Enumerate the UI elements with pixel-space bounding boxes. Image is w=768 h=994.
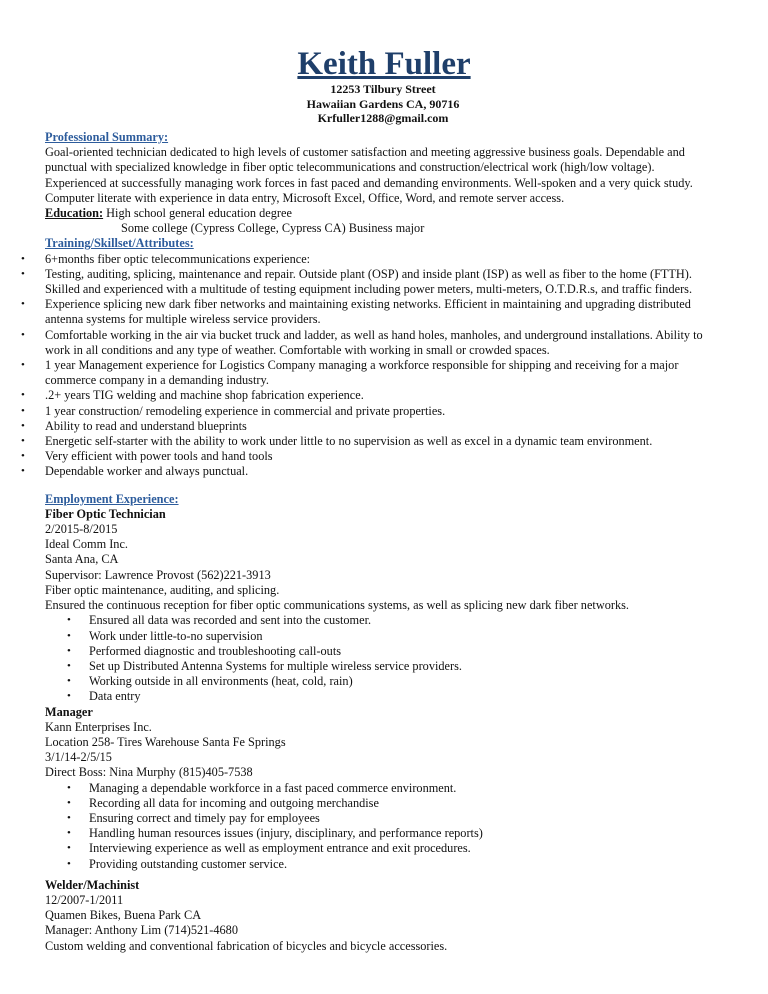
skill-item — [21, 388, 725, 403]
job-duties — [45, 781, 725, 872]
candidate-name: Keith Fuller — [297, 46, 471, 82]
skill-line: Ability to read and understand blueprints — [45, 418, 247, 433]
duty-text: Data entry — [89, 689, 141, 704]
bullet-icon: • — [67, 811, 71, 824]
job-detail: Santa Ana, CA — [45, 552, 119, 567]
email-address: Krfuller1288@gmail.com — [317, 111, 449, 125]
duty-text: Ensured all data was recorded and sent into the customer. — [89, 613, 372, 628]
skill-line: Very efficient with power tools and hand tools — [45, 449, 273, 464]
duty-text: Interviewing experience as well as employment entrance and exit procedures. — [89, 841, 471, 856]
skill-line: antenna systems for multiple wireless service providers. — [45, 312, 321, 327]
skills-list — [21, 251, 725, 480]
bullet-icon: • — [21, 267, 25, 280]
skill-item — [21, 251, 725, 267]
skill-line: Dependable worker and always punctual. — [45, 464, 249, 479]
summary-line: punctual with specialized knowledge in fiber optic telecommunications and construction/electrical work (high/low voltage). — [45, 160, 655, 175]
duty-text: Recording all data for incoming and outgoing merchandise — [89, 795, 379, 810]
employment-heading: Employment Experience: — [45, 491, 179, 506]
skill-item — [21, 297, 725, 327]
job-detail: Ideal Comm Inc. — [45, 537, 128, 552]
duty-text: Set up Distributed Antenna Systems for multiple wireless service providers. — [89, 658, 462, 673]
skill-line: work in all conditions and any type of weather. Comfortable with working in small or crowded spaces. — [45, 342, 550, 357]
bullet-icon: • — [67, 644, 71, 657]
skill-line: 1 year Management experience for Logistics Company managing a workforce responsible for shipping and receiving for a major — [45, 358, 679, 373]
job-title: Welder/Machinist — [45, 877, 140, 892]
duty-item — [67, 658, 725, 674]
duty-item — [67, 826, 725, 841]
bullet-icon: • — [21, 450, 25, 463]
bullet-icon: • — [67, 857, 71, 870]
street-address: 12253 Tilbury Street — [330, 82, 436, 96]
job-title: Fiber Optic Technician — [45, 506, 166, 521]
job-detail: Supervisor: Lawrence Provost (562)221-3913 — [45, 567, 271, 582]
skill-line: .2+ years TIG welding and machine shop fabrication experience. — [45, 388, 364, 403]
job-detail: Fiber optic maintenance, auditing, and splicing. — [45, 582, 280, 597]
duty-text: Performed diagnostic and troubleshooting call-outs — [89, 643, 342, 658]
bullet-icon: • — [67, 781, 71, 794]
job-detail: Ensured the continuous reception for fiber optic communications systems, as well as splicing new dark fiber networks. — [45, 598, 629, 613]
skill-item — [21, 403, 725, 419]
skill-item — [21, 327, 725, 358]
duty-text: Handling human resources issues (injury, disciplinary, and performance reports) — [89, 826, 483, 841]
job-detail: 3/1/14-2/5/15 — [45, 750, 112, 765]
skill-line: Skilled and experienced with a multitude of testing equipment including power meters, multi-meters, O.T.D.R.s, and traffic finders. — [45, 282, 693, 297]
skill-item — [21, 449, 725, 464]
skill-item — [21, 358, 725, 388]
duty-item — [67, 810, 725, 826]
education-label: Education: — [45, 206, 104, 221]
bullet-icon: • — [21, 328, 25, 341]
summary-heading: Professional Summary: — [45, 130, 169, 144]
bullet-icon: • — [21, 389, 25, 402]
summary-line: Goal-oriented technician dedicated to high levels of customer satisfaction and meeting aggressive business goals. Dependable and — [45, 145, 685, 160]
skill-line: Experience splicing new dark fiber networks and maintaining existing networks. Efficient in maintaining and upgrading distributed — [45, 297, 691, 312]
skill-item — [21, 418, 725, 434]
summary-text — [45, 145, 725, 206]
bullet-icon: • — [21, 359, 25, 372]
bullet-icon: • — [67, 827, 71, 840]
duty-item — [67, 841, 725, 856]
bullet-icon: • — [67, 659, 71, 672]
resume-body — [21, 130, 725, 954]
job-manager — [45, 705, 725, 872]
job-detail: Direct Boss: Nina Murphy (815)405-7538 — [45, 765, 253, 780]
education-degree: High school general education degree — [103, 206, 292, 221]
duty-text: Working outside in all environments (heat, cold, rain) — [89, 674, 353, 689]
bullet-icon: • — [21, 435, 25, 448]
resume-header — [0, 46, 768, 126]
education-row — [45, 206, 725, 221]
bullet-icon: • — [21, 252, 25, 265]
bullet-icon: • — [67, 796, 71, 809]
bullet-icon: • — [67, 842, 71, 855]
duty-item — [67, 780, 725, 796]
job-detail: Quamen Bikes, Buena Park CA — [45, 908, 202, 923]
bullet-icon: • — [67, 629, 71, 642]
duty-text: Ensuring correct and timely pay for employees — [89, 810, 320, 825]
duty-text: Work under little-to-no supervision — [89, 628, 263, 643]
job-duties — [45, 613, 725, 704]
duty-item — [67, 856, 725, 872]
skill-item — [21, 266, 725, 297]
job-title: Manager — [45, 704, 93, 719]
job-detail: 2/2015-8/2015 — [45, 522, 118, 537]
skill-item — [21, 434, 725, 449]
duty-item — [67, 643, 725, 659]
duty-item — [67, 674, 725, 689]
duty-text: Providing outstanding customer service. — [89, 856, 288, 871]
bullet-icon: • — [21, 465, 25, 478]
bullet-icon: • — [21, 419, 25, 432]
bullet-icon: • — [67, 614, 71, 627]
job-fiber-optic — [45, 507, 725, 705]
bullet-icon: • — [67, 690, 71, 703]
job-detail: Manager: Anthony Lim (714)521-4680 — [45, 923, 238, 938]
duty-item — [67, 613, 725, 628]
summary-line: Experienced at successfully managing work forces in fast paced and demanding environments. Well-spoken and a very quick study. — [45, 175, 693, 190]
summary-line: Computer literate with experience in data entry, Microsoft Excel, Office, Word, and remote server access. — [45, 190, 565, 205]
bullet-icon: • — [67, 675, 71, 688]
skill-line: commerce company in a demanding industry. — [45, 373, 269, 388]
job-detail: 12/2007-1/2011 — [45, 892, 124, 907]
bullet-icon: • — [21, 298, 25, 311]
job-welder — [45, 878, 725, 954]
education-college: Some college (Cypress College, Cypress CA) Business major — [121, 221, 425, 236]
city-address: Hawaiian Gardens CA, 90716 — [306, 96, 460, 111]
skill-line: 6+months fiber optic telecommunications experience: — [45, 251, 311, 266]
job-detail: Custom welding and conventional fabrication of bicycles and bicycle accessories. — [45, 938, 448, 953]
duty-item — [67, 689, 725, 704]
skill-item — [21, 464, 725, 479]
skill-line: Comfortable working in the air via bucket truck and ladder, as well as hand holes, manholes, and underground installations. Ability to — [45, 327, 703, 342]
skill-line: Energetic self-starter with the ability to work under little to no supervision as well as excel in a dynamic team environment. — [45, 434, 653, 449]
job-detail: Kann Enterprises Inc. — [45, 719, 152, 734]
skills-heading: Training/Skillset/Attributes: — [45, 236, 194, 251]
skill-line: Testing, auditing, splicing, maintenance and repair. Outside plant (OSP) and inside plant (ISP) as well as fiber to the home (FTTH). — [45, 266, 692, 281]
duty-item — [67, 795, 725, 811]
skill-line: 1 year construction/ remodeling experience in commercial and private properties. — [45, 403, 446, 418]
duty-text: Managing a dependable workforce in a fast paced commerce environment. — [89, 780, 457, 795]
job-detail: Location 258- Tires Warehouse Santa Fe Springs — [45, 734, 286, 749]
duty-item — [67, 628, 725, 644]
bullet-icon: • — [21, 404, 25, 417]
